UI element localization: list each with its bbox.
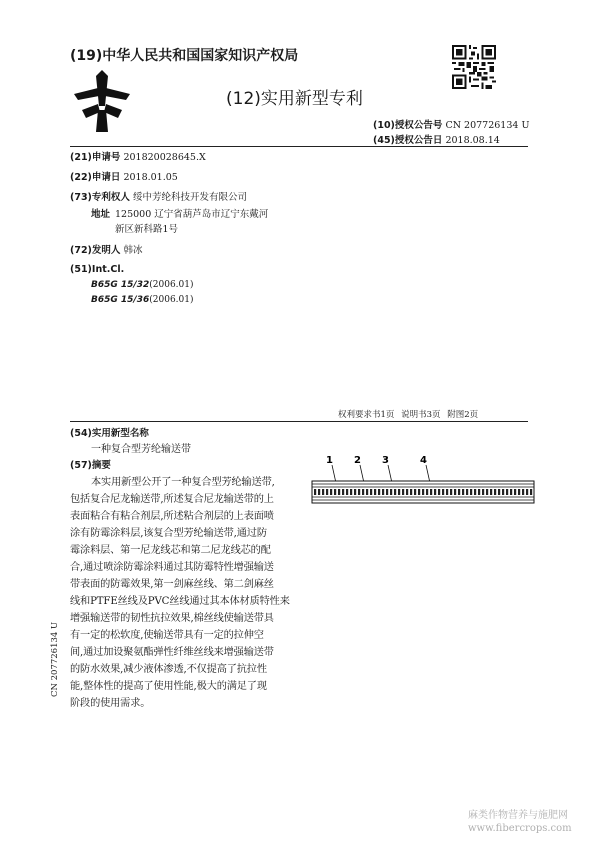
belt-core-strand bbox=[446, 489, 448, 495]
belt-core-strand bbox=[326, 489, 328, 495]
leader-line bbox=[360, 465, 364, 483]
belt-core-strand bbox=[498, 489, 500, 495]
office-name: (19)中华人民共和国国家知识产权局 bbox=[70, 48, 299, 64]
belt-core-strand bbox=[442, 489, 444, 495]
publication-number-label: (10)授权公告号 bbox=[373, 120, 443, 131]
belt-core-strand bbox=[362, 489, 364, 495]
abstract-line: 能,整体性的提高了使用性能,极大的满足了现 bbox=[70, 681, 267, 692]
leader-line bbox=[388, 465, 392, 483]
abstract-line: 表面粘合有粘合剂层,所述粘合剂层的上表面喷 bbox=[70, 511, 274, 522]
abstract-line: 合,通过喷涂防霉涂料通过其防霉特性增强输送 bbox=[70, 562, 274, 573]
belt-core-strand bbox=[518, 489, 520, 495]
belt-core-strand bbox=[526, 489, 528, 495]
filing-date: 2018.01.05 bbox=[123, 172, 178, 183]
belt-core-strand bbox=[374, 489, 376, 495]
belt-core-strand bbox=[366, 489, 368, 495]
ipc-class-2 bbox=[91, 295, 194, 305]
application-number: 201820028645.X bbox=[123, 152, 206, 163]
belt-core-strand bbox=[406, 489, 408, 495]
abstract-drawing bbox=[308, 453, 538, 513]
belt-core-strand bbox=[522, 489, 524, 495]
belt-core-strand bbox=[314, 489, 316, 495]
patentee-label: (73)专利权人 bbox=[70, 192, 130, 203]
publication-date: 2018.08.14 bbox=[445, 135, 500, 146]
side-publication-number: CN 207726134 U bbox=[50, 621, 60, 697]
belt-core-strand bbox=[334, 489, 336, 495]
belt-core-strand bbox=[438, 489, 440, 495]
abstract-line: 涂有防霉涂料层,该复合型芳纶输送带,通过防 bbox=[70, 528, 267, 539]
inventor-row bbox=[70, 242, 142, 256]
leader-line bbox=[426, 465, 430, 483]
figure-label: 4 bbox=[420, 455, 427, 466]
belt-core-strand bbox=[342, 489, 344, 495]
belt-core-strand bbox=[422, 489, 424, 495]
belt-core-strand bbox=[414, 489, 416, 495]
belt-cross-section bbox=[312, 481, 534, 503]
belt-core-strand bbox=[370, 489, 372, 495]
abstract-line: 霉涂料层、第一尼龙线芯和第二尼龙线芯的配 bbox=[70, 545, 271, 556]
belt-core-strand bbox=[430, 489, 432, 495]
watermark-title: 麻类作物营养与施肥网 bbox=[468, 810, 568, 821]
belt-core-strand bbox=[378, 489, 380, 495]
belt-core-strand bbox=[382, 489, 384, 495]
document-type-title: (12)实用新型专利 bbox=[226, 89, 363, 109]
belt-core-strand bbox=[510, 489, 512, 495]
abstract-line: 本实用新型公开了一种复合型芳纶输送带, bbox=[91, 477, 275, 488]
belt-core-strand bbox=[338, 489, 340, 495]
ipc-year: (2006.01) bbox=[149, 280, 194, 290]
abstract-line: 间,通过加设聚氨酯弹性纤维丝线来增强输送带 bbox=[70, 647, 274, 658]
belt-core-strand bbox=[514, 489, 516, 495]
belt-core-strand bbox=[458, 489, 460, 495]
ipc-year: (2006.01) bbox=[149, 295, 194, 305]
belt-core-strand bbox=[494, 489, 496, 495]
site-watermark bbox=[468, 809, 572, 835]
abstract-line: 线和PTFE丝线及PVC丝线通过其本体材质特性来 bbox=[70, 596, 290, 607]
belt-core-strand bbox=[386, 489, 388, 495]
abstract-line: 的防水效果,减少液体渗透,不仅提高了抗拉性 bbox=[70, 664, 267, 675]
belt-core-strand bbox=[418, 489, 420, 495]
application-number-row bbox=[70, 149, 206, 163]
belt-core-strand bbox=[450, 489, 452, 495]
belt-core-strand bbox=[530, 489, 532, 495]
figure-label: 3 bbox=[382, 455, 389, 466]
belt-core-strand bbox=[346, 489, 348, 495]
figure-label: 1 bbox=[326, 455, 333, 466]
belt-core-strand bbox=[330, 489, 332, 495]
page-count-info: 权利要求书1页 说明书3页 附图2页 bbox=[338, 410, 479, 420]
abstract-line: 带表面的防霉效果,第一剑麻丝线、第二剑麻丝 bbox=[70, 579, 274, 590]
belt-core-strand bbox=[402, 489, 404, 495]
cnipa-logo-icon bbox=[72, 66, 132, 140]
belt-core-strand bbox=[482, 489, 484, 495]
publication-date-row bbox=[373, 132, 500, 146]
title-label: (54)实用新型名称 bbox=[70, 428, 149, 439]
belt-core-strand bbox=[454, 489, 456, 495]
inventor-name: 韩冰 bbox=[123, 245, 143, 256]
abstract-label: (57)摘要 bbox=[70, 460, 111, 471]
ipc-code: B65G 15/36 bbox=[91, 295, 150, 305]
belt-core-strand bbox=[434, 489, 436, 495]
belt-core-strand bbox=[462, 489, 464, 495]
watermark-url: www.fibercrops.com bbox=[468, 823, 572, 834]
filing-date-label: (22)申请日 bbox=[70, 172, 121, 183]
belt-core-strand bbox=[410, 489, 412, 495]
address-line-1: 125000 辽宁省葫芦岛市辽宁东戴河 bbox=[115, 209, 269, 220]
filing-date-row bbox=[70, 169, 178, 183]
belt-core-strand bbox=[426, 489, 428, 495]
inventor-label: (72)发明人 bbox=[70, 245, 121, 256]
belt-core-strand bbox=[486, 489, 488, 495]
belt-core-strand bbox=[502, 489, 504, 495]
publication-number: CN 207726134 U bbox=[445, 120, 530, 131]
header-divider bbox=[70, 146, 528, 147]
abstract-line: 有一定的松软度,使输送带具有一定的拉伸空 bbox=[70, 630, 264, 641]
belt-core-strand bbox=[354, 489, 356, 495]
belt-core-strand bbox=[390, 489, 392, 495]
patentee-row bbox=[70, 189, 247, 203]
belt-core-strand bbox=[318, 489, 320, 495]
publication-number-row bbox=[373, 117, 529, 131]
belt-core-strand bbox=[322, 489, 324, 495]
ipc-class-1 bbox=[91, 280, 194, 290]
ipc-label: (51)Int.Cl. bbox=[70, 264, 125, 275]
address-label: 地址 bbox=[91, 209, 111, 220]
belt-core-strand bbox=[506, 489, 508, 495]
address-line-2: 新区新科路1号 bbox=[115, 224, 179, 235]
application-number-label: (21)申请号 bbox=[70, 152, 121, 163]
utility-model-title: 一种复合型芳纶输送带 bbox=[91, 444, 191, 455]
belt-core-strand bbox=[358, 489, 360, 495]
section-divider bbox=[70, 421, 528, 422]
leader-line bbox=[332, 465, 336, 483]
abstract-line: 增强输送带的韧性抗拉效果,棉丝线使输送带具 bbox=[70, 613, 274, 624]
publication-date-label: (45)授权公告日 bbox=[373, 135, 443, 146]
belt-core-strand bbox=[466, 489, 468, 495]
figure-label: 2 bbox=[354, 455, 361, 466]
belt-core-strand bbox=[490, 489, 492, 495]
belt-core-strand bbox=[478, 489, 480, 495]
belt-core-strand bbox=[398, 489, 400, 495]
ipc-code: B65G 15/32 bbox=[91, 280, 150, 290]
abstract-line: 阶段的使用需求。 bbox=[70, 698, 151, 709]
belt-core-strand bbox=[350, 489, 352, 495]
belt-core-strand bbox=[474, 489, 476, 495]
qr-code-icon bbox=[452, 45, 496, 89]
patentee-name: 绥中芳纶科技开发有限公司 bbox=[132, 192, 247, 203]
abstract-line: 包括复合尼龙输送带,所述复合尼龙输送带的上 bbox=[70, 494, 274, 505]
belt-core-strand bbox=[394, 489, 396, 495]
belt-core-strand bbox=[470, 489, 472, 495]
